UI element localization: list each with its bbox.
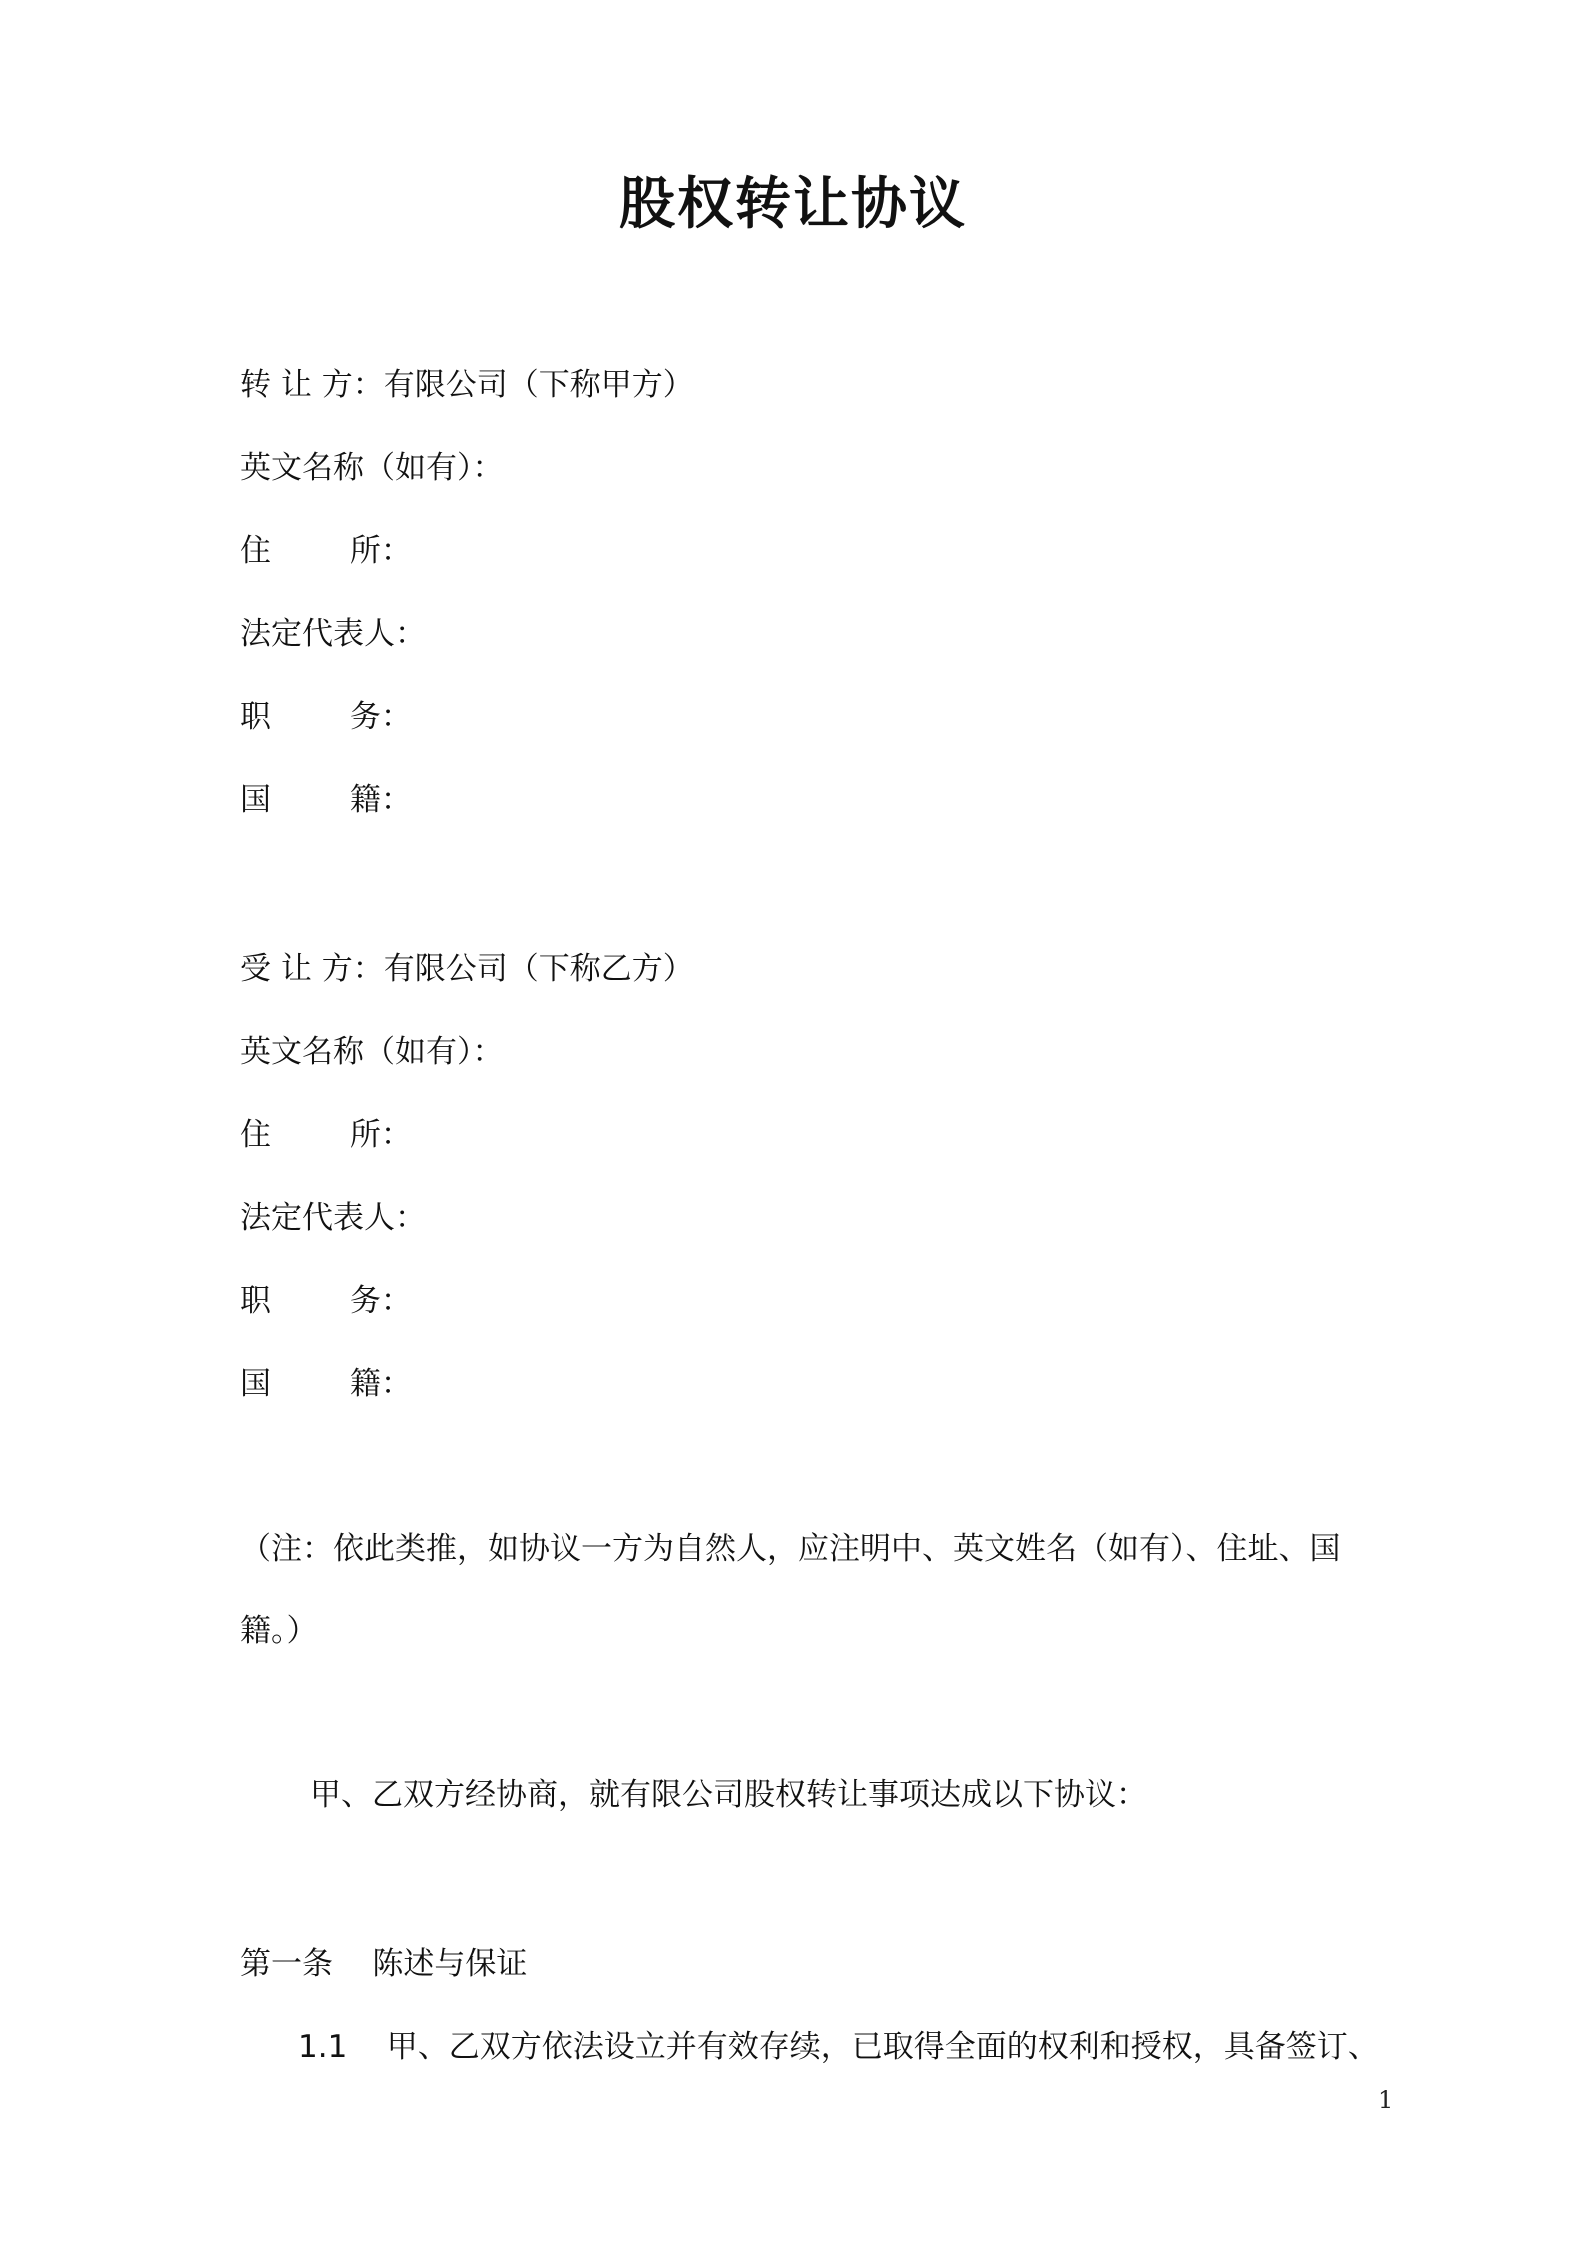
transferor-legal-rep-line — [240, 614, 426, 654]
transferee-position-line — [240, 1281, 412, 1321]
transferee-party-value: 有限公司（下称乙方） — [383, 951, 694, 987]
transferor-address-line — [240, 531, 412, 571]
transferee-party-line — [240, 949, 694, 989]
transferee-legal-rep-label: 法定代表人： — [240, 1200, 426, 1236]
transferor-nationality-line — [240, 780, 412, 820]
transferee-address-label: 住 所： — [240, 1117, 412, 1153]
transferor-english-name-line — [240, 448, 504, 488]
transferor-party-line — [240, 365, 694, 405]
transferee-nationality-line — [240, 1364, 412, 1404]
transferor-party-label: 转 让 方： — [240, 367, 384, 403]
transferor-legal-rep-label: 法定代表人： — [240, 616, 426, 652]
clause-1-1: 1.1 甲、乙双方依法设立并有效存续，已取得全面的权利和授权，具备签订、 — [298, 2029, 1379, 2065]
transferee-english-name-label: 英文名称（如有）： — [240, 1034, 504, 1070]
article-1-heading: 第一条 陈述与保证 — [240, 1946, 528, 1982]
document-title: 股权转让协议 — [619, 172, 967, 237]
transferee-legal-rep-line — [240, 1198, 426, 1238]
transferee-party-label: 受 让 方： — [240, 951, 384, 987]
note-paragraph: （注：依此类推，如协议一方为自然人，应注明中、英文姓名（如有）、住址、国籍。） — [240, 1531, 1341, 1649]
transferor-english-name-label: 英文名称（如有）： — [240, 450, 504, 486]
transferee-english-name-line — [240, 1032, 504, 1072]
transferor-nationality-label: 国 籍： — [240, 782, 412, 818]
page-number: 1 — [1378, 2086, 1394, 2114]
transferee-nationality-label: 国 籍： — [240, 1366, 412, 1402]
transferee-address-line — [240, 1115, 412, 1155]
transferee-position-label: 职 务： — [240, 1283, 412, 1319]
transferor-party-value: 有限公司（下称甲方） — [383, 367, 694, 403]
intro-paragraph: 甲、乙双方经协商，就有限公司股权转让事项达成以下协议： — [310, 1777, 1147, 1813]
transferor-position-line — [240, 697, 412, 737]
transferor-position-label: 职 务： — [240, 699, 412, 735]
transferor-address-label: 住 所： — [240, 533, 412, 569]
